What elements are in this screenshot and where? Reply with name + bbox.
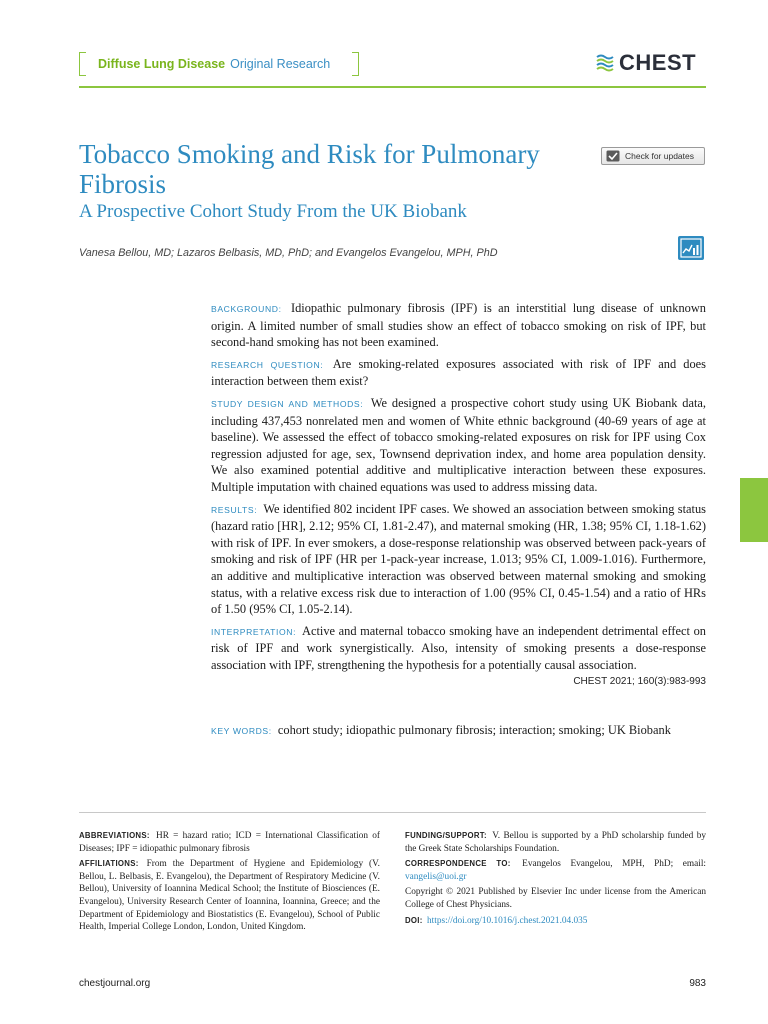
interpretation-label: INTERPRETATION: bbox=[211, 626, 297, 637]
footnotes-left bbox=[79, 830, 380, 937]
correspondence bbox=[405, 858, 706, 883]
section-heading bbox=[98, 56, 330, 72]
abstract-interpretation bbox=[211, 623, 707, 688]
section-side-tab bbox=[740, 478, 768, 542]
key-words-text: cohort study; idiopathic pulmonary fibrosis; interaction; smoking; UK Biobank bbox=[277, 723, 671, 737]
header-rule bbox=[79, 86, 706, 88]
affiliations-label: AFFILIATIONS: bbox=[79, 859, 139, 869]
abstract-background bbox=[211, 300, 706, 351]
doi-link[interactable]: https://doi.org/10.1016/j.chest.2021.04.035 bbox=[427, 915, 588, 926]
correspondence-label: CORRESPONDENCE TO: bbox=[405, 859, 511, 869]
footnotes-right bbox=[405, 830, 706, 930]
copyright: Copyright © 2021 Published by Elsevier Inc under license from the American College of Chest Physicians. bbox=[405, 887, 706, 910]
footnote-rule bbox=[79, 812, 706, 813]
article-type: Original Research bbox=[230, 57, 331, 71]
key-words bbox=[211, 722, 706, 739]
abstract-research-question bbox=[211, 356, 706, 390]
metrics-button[interactable] bbox=[678, 236, 704, 260]
check-for-updates-button[interactable] bbox=[601, 147, 705, 165]
chest-waves-icon bbox=[596, 53, 616, 73]
results-text: We identified 802 incident IPF cases. We showed an association between smoking status (hazard ratio [HR], 2.12; 95% CI, 1.81-2.47), and maternal smoking (HR, 1.38; 95% CI, 1.18-1.62) with risk of IPF. In ever smokers, a dose-response relationship was observed between pack-years of smoking and risk of IPF (HR per 1-pack-year increase, 1.013; 95% CI, 1.009-1.016). Furthermore, an additive and multiplicative interaction was observed between maternal smoking and smoking status, with a relative excess risk due to interaction of 1.00 (95% CI, 0.45-1.54) and a ratio of HRs of 1.50 (95% CI, 1.05-2.14). bbox=[211, 501, 706, 617]
results-label: RESULTS: bbox=[211, 504, 258, 515]
check-updates-icon bbox=[606, 150, 620, 162]
correspondence-email-link[interactable]: vangelis@uoi.gr bbox=[405, 871, 467, 882]
key-words-label: KEY WORDS: bbox=[211, 726, 272, 736]
chest-logo bbox=[596, 50, 696, 76]
abbreviations-text: HR = hazard ratio; ICD = International Classification of Diseases; IPF = idiopathic pulmonary fibrosis bbox=[79, 831, 380, 854]
correspondence-text: Evangelos Evangelou, MPH, PhD; email: bbox=[522, 859, 706, 870]
journal-logo-text: CHEST bbox=[619, 50, 697, 75]
background-label: BACKGROUND: bbox=[211, 304, 282, 314]
funding-text: V. Bellou is supported by a PhD scholarship funded by the Greek State Scholarships Foundation. bbox=[405, 831, 707, 854]
background-text: Idiopathic pulmonary fibrosis (IPF) is an interstitial lung disease of unknown origin. A limited number of small studies show an effect of tobacco smoking on risk of IPF, but second-hand smoking has not been examined. bbox=[211, 301, 706, 350]
research-question-label: RESEARCH QUESTION: bbox=[211, 359, 324, 370]
abstract-methods bbox=[211, 395, 706, 496]
author-list: Vanesa Bellou, MD; Lazaros Belbasis, MD, PhD; and Evangelos Evangelou, MPH, PhD bbox=[79, 247, 498, 259]
research-question-text: Are smoking-related exposures associated with risk of IPF and does interaction between them exist? bbox=[211, 356, 707, 389]
journal-website: chestjournal.org bbox=[79, 978, 151, 989]
methods-label: STUDY DESIGN AND METHODS: bbox=[211, 398, 364, 409]
abstract-results bbox=[211, 501, 706, 618]
funding bbox=[405, 830, 706, 855]
abbreviations-label: ABBREVIATIONS: bbox=[79, 831, 150, 840]
abbreviations bbox=[79, 830, 380, 855]
abstract bbox=[211, 300, 706, 691]
affiliations bbox=[79, 858, 380, 934]
interpretation-text: Active and maternal tobacco smoking have an independent detrimental effect on risk of IPF and work synergistically. Also, intensity of smoking presents a dose-response association with IPF, strengthening the hypothesis for a potentially causal association. bbox=[211, 623, 707, 672]
affiliations-text: From the Department of Hygiene and Epidemiology (V. Bellou, L. Belbasis, E. Evangelou), the Department of Respiratory Medicine (V. Bellou), University of Ioannina Medical School; the Institute of Biosciences (E. Evangelou), University Research Center of Ioannina, Ioannina, Greece; and the Department of Epidemiology and Biostatistics (E. Evangelou), School of Public Health, Imperial College London, London, United Kingdom. bbox=[79, 859, 380, 933]
bar-chart-icon bbox=[678, 236, 704, 260]
journal-citation: CHEST 2021; 160(3):983-993 bbox=[573, 676, 706, 688]
methods-text: We designed a prospective cohort study using UK Biobank data, including 437,453 nonrelated men and women of White ethnic background (40-69 years of age at baseline). We assessed the effect of tobacco smoking-related exposures on risk for IPF using Cox regression adjusted for age, sex, Townsend deprivation index, and home area population density. We also examined potential additive and multiplicative interaction between these exposures. Multiple imputation with chained equations was used to address missing data. bbox=[211, 395, 707, 494]
page-number: 983 bbox=[689, 978, 706, 989]
check-updates-label: Check for updates bbox=[625, 151, 694, 161]
header-bracket-left bbox=[79, 52, 86, 76]
header-bracket-right bbox=[352, 52, 359, 76]
article-title: Tobacco Smoking and Risk for Pulmonary Fibrosis bbox=[79, 139, 540, 199]
doi-label: DOI: bbox=[405, 915, 423, 925]
funding-label: FUNDING/SUPPORT: bbox=[405, 831, 487, 840]
section-name: Diffuse Lung Disease bbox=[98, 57, 226, 71]
article-subtitle: A Prospective Cohort Study From the UK Biobank bbox=[79, 201, 467, 222]
doi bbox=[405, 915, 706, 928]
